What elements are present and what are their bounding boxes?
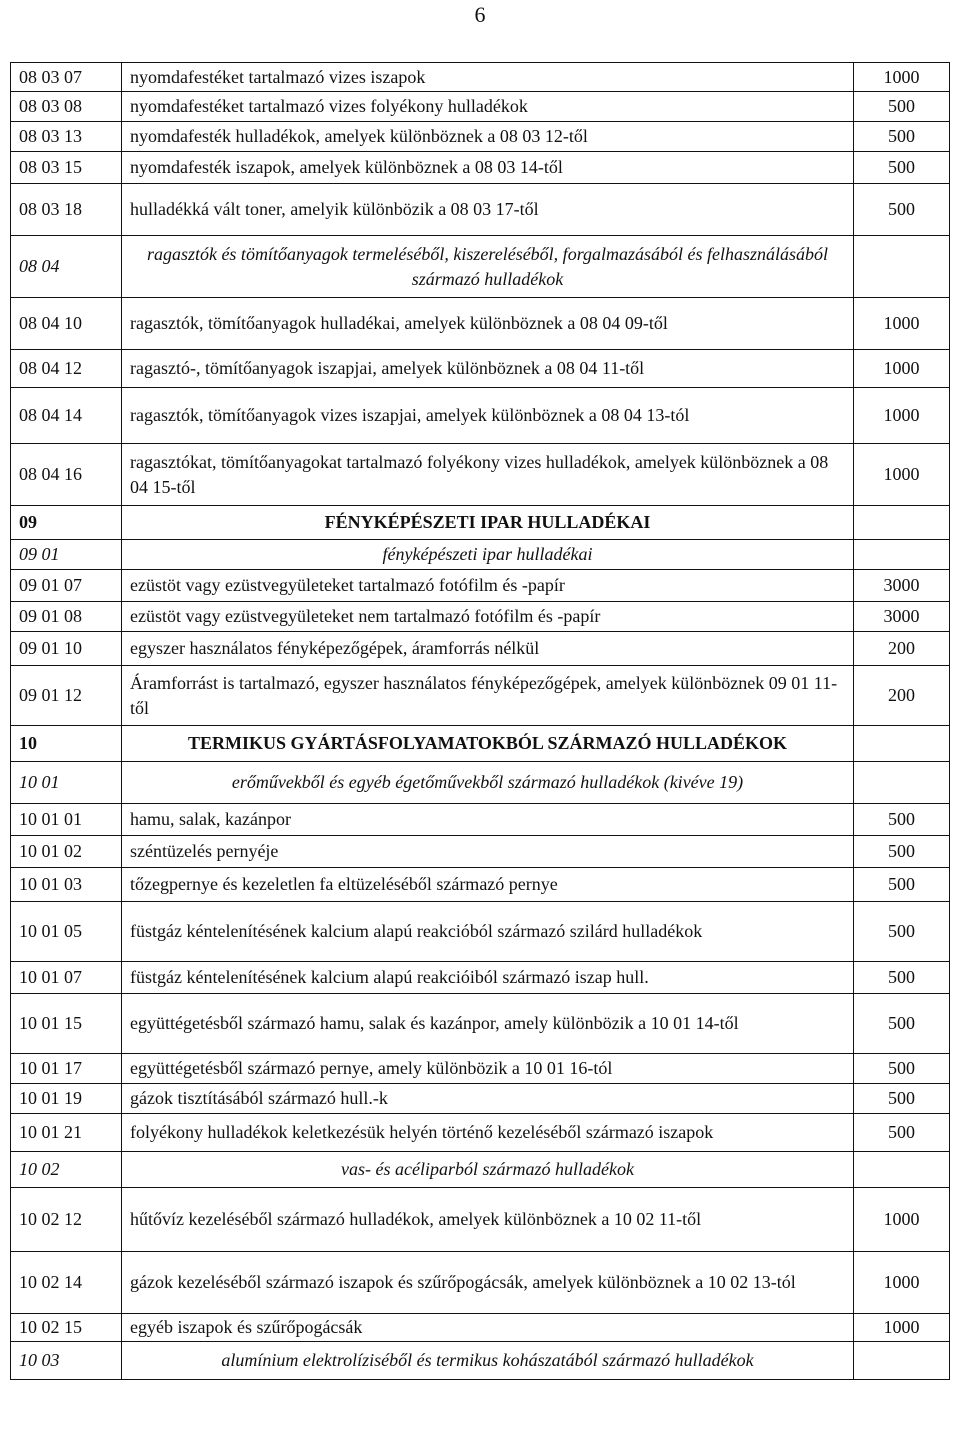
waste-amount	[854, 1342, 950, 1380]
waste-description: hamu, salak, kazánpor	[122, 804, 854, 836]
waste-description: FÉNYKÉPÉSZETI IPAR HULLADÉKAI	[122, 506, 854, 540]
table-row	[11, 804, 950, 836]
waste-code: 09 01 07	[11, 570, 122, 602]
waste-description: gázok kezeléséből származó iszapok és szűrőpogácsák, amelyek különböznek a 10 02 13-tól	[122, 1252, 854, 1314]
waste-description: együttégetésből származó pernye, amely különbözik a 10 01 16-tól	[122, 1054, 854, 1084]
waste-code: 10 01 21	[11, 1114, 122, 1152]
waste-amount	[854, 1152, 950, 1188]
table-row	[11, 184, 950, 236]
waste-code: 09 01 12	[11, 666, 122, 726]
waste-description: ezüstöt vagy ezüstvegyületeket tartalmazó fotófilm és -papír	[122, 570, 854, 602]
waste-description: vas- és acéliparból származó hulladékok	[122, 1152, 854, 1188]
table-row	[11, 1084, 950, 1114]
table-row	[11, 1188, 950, 1252]
waste-description: ragasztó-, tömítőanyagok iszapjai, amelyek különböznek a 08 04 11-től	[122, 350, 854, 388]
waste-description: egyszer használatos fényképezőgépek, áramforrás nélkül	[122, 632, 854, 666]
waste-amount: 500	[854, 1054, 950, 1084]
waste-amount: 1000	[854, 444, 950, 506]
waste-description: ragasztók, tömítőanyagok vizes iszapjai, amelyek különböznek a 08 04 13-tól	[122, 388, 854, 444]
waste-code: 08 04 12	[11, 350, 122, 388]
waste-amount: 1000	[854, 63, 950, 92]
waste-amount: 500	[854, 1084, 950, 1114]
table-row	[11, 92, 950, 122]
waste-description: erőművekből és egyéb égetőművekből származó hulladékok (kivéve 19)	[122, 762, 854, 804]
waste-amount: 200	[854, 666, 950, 726]
waste-description: ezüstöt vagy ezüstvegyületeket nem tartalmazó fotófilm és -papír	[122, 602, 854, 632]
waste-description: hűtővíz kezeléséből származó hulladékok, amelyek különböznek a 10 02 11-től	[122, 1188, 854, 1252]
waste-code: 09 01 10	[11, 632, 122, 666]
waste-code: 08 04	[11, 236, 122, 298]
waste-amount: 500	[854, 152, 950, 184]
waste-code: 08 03 15	[11, 152, 122, 184]
table-row	[11, 602, 950, 632]
table-row	[11, 298, 950, 350]
waste-code: 08 03 18	[11, 184, 122, 236]
waste-amount: 200	[854, 632, 950, 666]
waste-code-table	[10, 62, 950, 1380]
waste-description: füstgáz kéntelenítésének kalcium alapú reakcióból származó szilárd hulladékok	[122, 902, 854, 962]
waste-code: 08 04 16	[11, 444, 122, 506]
waste-amount: 1000	[854, 1314, 950, 1342]
waste-amount: 3000	[854, 570, 950, 602]
table-row	[11, 570, 950, 602]
waste-code: 08 03 07	[11, 63, 122, 92]
waste-code: 10 03	[11, 1342, 122, 1380]
waste-description: TERMIKUS GYÁRTÁSFOLYAMATOKBÓL SZÁRMAZÓ HULLADÉKOK	[122, 726, 854, 762]
waste-description: nyomdafestéket tartalmazó vizes iszapok	[122, 63, 854, 92]
waste-description: gázok tisztításából származó hull.-k	[122, 1084, 854, 1114]
waste-description: hulladékká vált toner, amelyik különbözik a 08 03 17-től	[122, 184, 854, 236]
waste-description: alumínium elektrolíziséből és termikus kohászatából származó hulladékok	[122, 1342, 854, 1380]
table-row	[11, 444, 950, 506]
waste-code: 10 01	[11, 762, 122, 804]
table-row	[11, 1054, 950, 1084]
waste-amount: 1000	[854, 1188, 950, 1252]
waste-description: ragasztókat, tömítőanyagokat tartalmazó folyékony vizes hulladékok, amelyek különböznek a 08 04 15-től	[122, 444, 854, 506]
waste-code: 10 01 03	[11, 868, 122, 902]
waste-amount: 500	[854, 962, 950, 994]
table-row	[11, 902, 950, 962]
waste-description: fényképészeti ipar hulladékai	[122, 540, 854, 570]
waste-description: széntüzelés pernyéje	[122, 836, 854, 868]
subchapter-row	[11, 1152, 950, 1188]
waste-amount: 500	[854, 1114, 950, 1152]
waste-code: 10 01 17	[11, 1054, 122, 1084]
waste-code: 08 03 13	[11, 122, 122, 152]
table-row	[11, 122, 950, 152]
waste-description: füstgáz kéntelenítésének kalcium alapú reakcióiból származó iszap hull.	[122, 962, 854, 994]
waste-code: 10 01 01	[11, 804, 122, 836]
waste-code: 10 02	[11, 1152, 122, 1188]
waste-amount: 1000	[854, 350, 950, 388]
waste-code: 10 01 07	[11, 962, 122, 994]
waste-code: 10 01 19	[11, 1084, 122, 1114]
waste-code: 09	[11, 506, 122, 540]
waste-code-table-body	[11, 63, 950, 1380]
chapter-row	[11, 506, 950, 540]
waste-amount: 500	[854, 994, 950, 1054]
table-row	[11, 1114, 950, 1152]
table-row	[11, 836, 950, 868]
waste-amount: 500	[854, 122, 950, 152]
table-row	[11, 63, 950, 92]
subchapter-row	[11, 540, 950, 570]
waste-amount: 1000	[854, 298, 950, 350]
table-row	[11, 152, 950, 184]
waste-code: 10 01 15	[11, 994, 122, 1054]
waste-amount	[854, 540, 950, 570]
waste-description: nyomdafesték hulladékok, amelyek különböznek a 08 03 12-től	[122, 122, 854, 152]
waste-code: 09 01 08	[11, 602, 122, 632]
table-row	[11, 962, 950, 994]
waste-code: 08 04 14	[11, 388, 122, 444]
waste-description: nyomdafesték iszapok, amelyek különböznek a 08 03 14-től	[122, 152, 854, 184]
waste-code: 08 04 10	[11, 298, 122, 350]
table-row	[11, 632, 950, 666]
waste-amount	[854, 762, 950, 804]
waste-amount: 500	[854, 804, 950, 836]
waste-description: tőzegpernye és kezeletlen fa eltüzeléséből származó pernye	[122, 868, 854, 902]
waste-description: ragasztók, tömítőanyagok hulladékai, amelyek különböznek a 08 04 09-től	[122, 298, 854, 350]
waste-code: 10 02 14	[11, 1252, 122, 1314]
table-row	[11, 666, 950, 726]
waste-amount: 500	[854, 184, 950, 236]
waste-description: nyomdafestéket tartalmazó vizes folyékony hulladékok	[122, 92, 854, 122]
waste-code: 10 02 15	[11, 1314, 122, 1342]
table-row	[11, 388, 950, 444]
waste-amount: 1000	[854, 388, 950, 444]
waste-code: 10 02 12	[11, 1188, 122, 1252]
waste-description: ragasztók és tömítőanyagok termeléséből, kiszereléséből, forgalmazásából és felhasználásából származó hulladékok	[122, 236, 854, 298]
waste-amount: 500	[854, 902, 950, 962]
waste-code: 10	[11, 726, 122, 762]
table-row	[11, 1314, 950, 1342]
waste-code: 09 01	[11, 540, 122, 570]
chapter-row	[11, 726, 950, 762]
subchapter-row	[11, 236, 950, 298]
waste-description: Áramforrást is tartalmazó, egyszer használatos fényképezőgépek, amelyek különböznek 09 01 11-től	[122, 666, 854, 726]
subchapter-row	[11, 762, 950, 804]
waste-amount: 500	[854, 836, 950, 868]
waste-amount: 500	[854, 868, 950, 902]
waste-amount	[854, 506, 950, 540]
subchapter-row	[11, 1342, 950, 1380]
waste-code: 08 03 08	[11, 92, 122, 122]
waste-description: egyéb iszapok és szűrőpogácsák	[122, 1314, 854, 1342]
table-row	[11, 868, 950, 902]
waste-code: 10 01 02	[11, 836, 122, 868]
waste-amount: 1000	[854, 1252, 950, 1314]
waste-description: együttégetésből származó hamu, salak és kazánpor, amely különbözik a 10 01 14-től	[122, 994, 854, 1054]
waste-amount	[854, 236, 950, 298]
waste-description: folyékony hulladékok keletkezésük helyén történő kezeléséből származó iszapok	[122, 1114, 854, 1152]
table-row	[11, 350, 950, 388]
table-row	[11, 994, 950, 1054]
waste-amount: 3000	[854, 602, 950, 632]
waste-amount	[854, 726, 950, 762]
page-number: 6	[474, 2, 486, 27]
waste-code: 10 01 05	[11, 902, 122, 962]
waste-amount: 500	[854, 92, 950, 122]
table-row	[11, 1252, 950, 1314]
